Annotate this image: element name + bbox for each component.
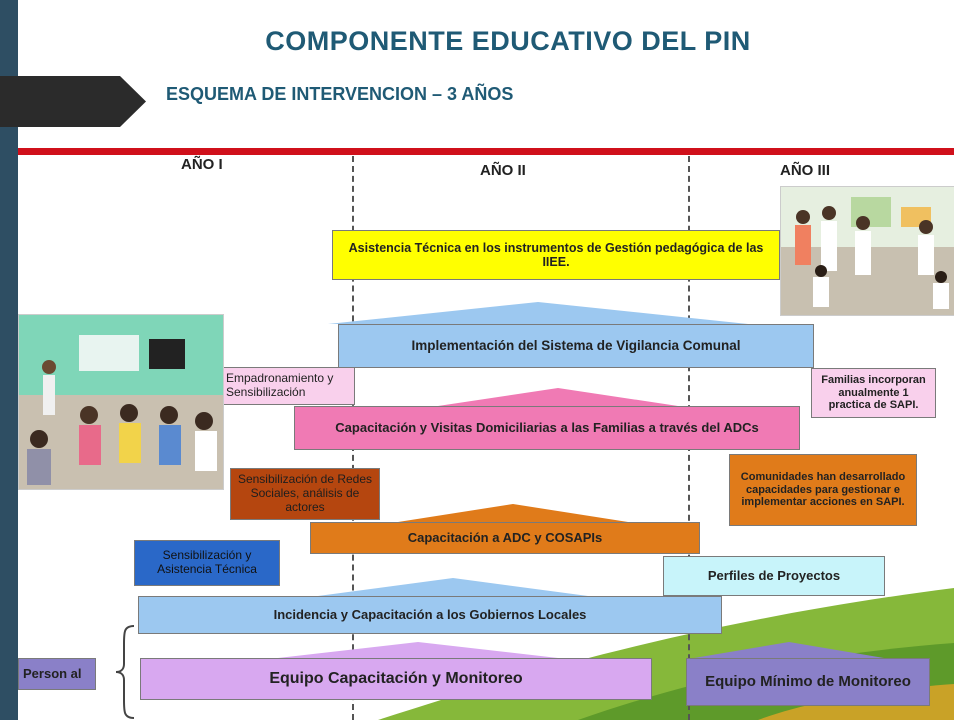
arrow-head-vigilancia: [328, 302, 748, 324]
box-familias-incorporan: Familias incorporan anualmente 1 practica de SAPI.: [811, 368, 936, 418]
top-red-line: [18, 148, 954, 155]
box-equipo-capacitacion: Equipo Capacitación y Monitoreo: [140, 658, 652, 700]
arrow-head-equipo-minimo: [694, 642, 884, 658]
arrow-head-adc: [398, 504, 628, 522]
arrow-head-equipo: [278, 642, 558, 658]
box-comunidades: Comunidades han desarrollado capacidades para gestionar e implementar acciones en SAPI.: [729, 454, 917, 526]
photo-community-meeting-illustration: [19, 315, 223, 489]
photo-classroom-visit: [780, 186, 954, 316]
arrow-tab-shape: [0, 76, 146, 127]
box-sensibilizacion-redes: Sensibilización de Redes Sociales, análisis de actores: [230, 468, 380, 520]
personal-brace: [114, 624, 136, 720]
box-equipo-minimo: Equipo Mínimo de Monitoreo: [686, 658, 930, 706]
box-empadronamiento: Empadronamiento y Sensibilización: [221, 367, 355, 405]
box-asistencia-tecnica: Asistencia Técnica en los instrumentos de Gestión pedagógica de las IIEE.: [332, 230, 780, 280]
photo-community-meeting: [18, 314, 224, 490]
year-2-label: AÑO II: [480, 162, 526, 179]
box-perfiles: Perfiles de Proyectos: [663, 556, 885, 596]
arrow-head-visitas: [438, 388, 678, 406]
photo-classroom-visit-illustration: [781, 187, 954, 315]
intervention-diagram: [18, 148, 954, 720]
year-3-label: AÑO III: [780, 162, 831, 179]
box-personal: Person al: [18, 658, 96, 690]
page-title: COMPONENTE EDUCATIVO DEL PIN: [265, 26, 751, 56]
box-sensibilizacion-asistencia: Sensibilización y Asistencia Técnica: [134, 540, 280, 586]
box-incidencia: Incidencia y Capacitación a los Gobiernos Locales: [138, 596, 722, 634]
box-capacitacion-visitas: Capacitación y Visitas Domiciliarias a las Familias a través del ADCs: [294, 406, 800, 450]
year-1-label: AÑO I: [181, 156, 223, 173]
box-capacitacion-adc: Capacitación a ADC y COSAPIs: [310, 522, 700, 554]
box-vigilancia-comunal: Implementación del Sistema de Vigilancia Comunal: [338, 324, 814, 368]
page-subtitle: ESQUEMA DE INTERVENCION – 3 AÑOS: [166, 84, 514, 104]
arrow-head-incidencia: [318, 578, 588, 596]
